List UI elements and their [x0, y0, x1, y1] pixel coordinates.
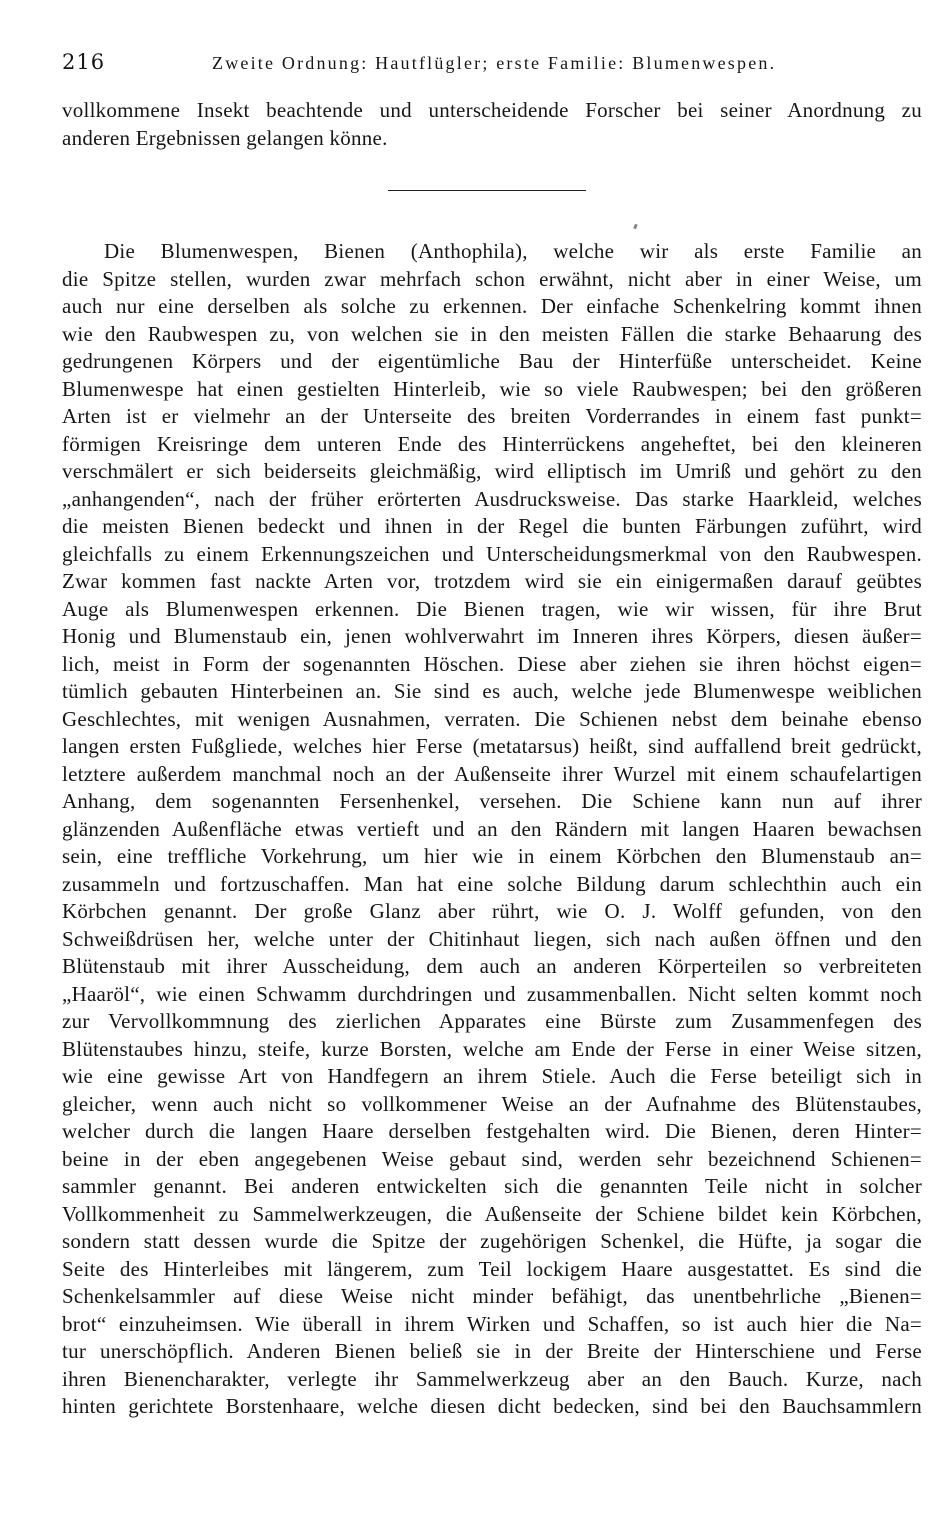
text-line: lich, meist in Form der sogenannten Höschen. Diese aber ziehen sie ihren höchst eigen= — [62, 651, 922, 676]
text-line: hinten gerichtete Borstenhaare, welche diesen dicht bedecken, sind bei den Bauchsammlern — [62, 1394, 922, 1418]
section-divider — [388, 190, 586, 191]
text-line: Zwar kommen fast nackte Arten vor, trotzdem wird sie ein einigermaßen darauf geübtes — [62, 569, 922, 593]
text-line: Die Blumenwespen, Bienen (Anthophila), welche wir als erste Familie an — [104, 239, 922, 263]
text-line: förmigen Kreisringe dem unteren Ende des Hinterrückens angeheftet, bei den kleineren — [62, 431, 922, 456]
text-line: zusammeln und fortzuschaffen. Man hat eine solche Bildung darum schlechthin auch ein — [62, 871, 922, 896]
text-line: Arten ist er vielmehr an der Unterseite des breiten Vorderrandes in einem fast punkt= — [62, 404, 922, 428]
text-line: brot“ einzuheimsen. Wie überall in ihrem Wirken und Schaffen, so ist auch hier die Na= — [62, 1311, 922, 1336]
text-line: „Haaröl“, wie einen Schwamm durchdringen und zusammenballen. Nicht selten kommt noch — [62, 981, 922, 1006]
text-line: Anhang, dem sogenannten Fersenhenkel, versehen. Die Schiene kann nun auf ihrer — [62, 789, 922, 813]
text-line: wie eine gewisse Art von Handfegern an ihrem Stiele. Auch die Ferse beteiligt sich in — [62, 1064, 922, 1088]
text-line: auch nur eine derselben als solche zu erkennen. Der einfache Schenkelring kommt ihnen — [62, 294, 922, 318]
text-line: tümlich gebauten Hinterbeinen an. Sie sind es auch, welche jede Blumenwespe weiblichen — [62, 679, 922, 703]
page-number: 216 — [62, 50, 106, 74]
text-line: anderen Ergebnissen gelangen könne. — [62, 125, 388, 150]
text-line: Honig und Blumenstaub ein, jenen wohlverwahrt im Inneren ihres Körpers, diesen äußer= — [62, 624, 922, 648]
text-line: Vollkommenheit zu Sammelwerkzeugen, die Außenseite der Schiene bildet kein Körbchen, — [62, 1201, 922, 1226]
text-line: welcher durch die langen Haare derselben festgehalten wird. Die Bienen, deren Hinter= — [62, 1119, 922, 1143]
text-line: ihren Bienencharakter, verlegte ihr Sammelwerkzeug aber an den Bauch. Kurze, nach — [62, 1366, 922, 1391]
text-line: Blumenwespe hat einen gestielten Hinterleib, wie so viele Raubwespen; bei den größeren — [62, 376, 922, 401]
text-line: gleichfalls zu einem Erkennungszeichen und Unterscheidungsmerkmal von den Raubwespen. — [62, 541, 922, 566]
text-line: letztere außerdem manchmal noch an der Außenseite ihrer Wurzel mit einem schaufelartigen — [62, 761, 922, 786]
text-line: glänzenden Außenfläche etwas vertieft und an den Rändern mit langen Haaren bewachsen — [62, 816, 922, 841]
text-line: Blütenstaubes hinzu, steife, kurze Borsten, welche am Ende der Ferse in einer Weise sitzen, — [62, 1036, 922, 1061]
text-line: tur unerschöpflich. Anderen Bienen beließ sie in der Breite der Hinterschiene und Ferse — [62, 1339, 922, 1363]
running-title: Zweite Ordnung: Hautflügler; erste Familie: Blumenwespen. — [212, 53, 777, 73]
text-line: Geschlechtes, mit wenigen Ausnahmen, verraten. Die Schienen nebst dem beinahe ebenso — [62, 706, 922, 731]
page-header — [62, 50, 922, 80]
text-line: Seite des Hinterleibes mit längerem, zum Teil lockigem Haare ausgestattet. Es sind die — [62, 1256, 922, 1281]
text-line: zur Vervollkommnung des zierlichen Apparates eine Bürste zum Zusammenfegen des — [62, 1009, 922, 1033]
text-line: sammler genannt. Bei anderen entwickelten sich die genannten Teile nicht in solcher — [62, 1174, 922, 1198]
text-line: wie den Raubwespen zu, von welchen sie in den meisten Fällen die starke Behaarung des — [62, 321, 922, 346]
text-line: verschmälert er sich beiderseits gleichmäßig, wird elliptisch im Umriß und gehört zu den — [62, 459, 922, 483]
text-line: sein, eine treffliche Vorkehrung, um hier wie in einem Körbchen den Blumenstaub an= — [62, 844, 922, 868]
text-line: langen ersten Fußgliede, welches hier Ferse (metatarsus) heißt, sind auffallend breit gedrückt, — [62, 734, 922, 758]
ink-speck — [633, 224, 638, 230]
text-line: die meisten Bienen bedeckt und ihnen in der Regel die bunten Färbungen zuführt, wird — [62, 514, 922, 538]
text-line: „anhangenden“, nach der früher erörterten Ausdrucksweise. Das starke Haarkleid, welches — [62, 486, 922, 511]
text-line: vollkommene Insekt beachtende und unterscheidende Forscher bei seiner Anordnung zu — [62, 98, 922, 122]
text-line: Blütenstaub mit ihrer Ausscheidung, dem auch an anderen Körperteilen so verbreiteten — [62, 954, 922, 978]
text-line: sondern statt dessen wurde die Spitze der zugehörigen Schenkel, die Hüfte, ja sogar die — [62, 1229, 922, 1253]
text-line: gedrungenen Körpers und der eigentümliche Bau der Hinterfüße unterscheidet. Keine — [62, 349, 922, 373]
text-line: Auge als Blumenwespen erkennen. Die Bienen tragen, wie wir wissen, für ihre Brut — [62, 596, 922, 621]
text-line: Körbchen genannt. Der große Glanz aber rührt, wie O. J. Wolff gefunden, von den — [62, 899, 922, 923]
text-line: Schenkelsammler auf diese Weise nicht minder befähigt, das unentbehrliche „Bienen= — [62, 1284, 922, 1308]
text-line: die Spitze stellen, wurden zwar mehrfach schon erwähnt, nicht aber in einer Weise, um — [62, 266, 922, 291]
text-line: Schweißdrüsen her, welche unter der Chitinhaut liegen, sich nach außen öffnen und den — [62, 926, 922, 951]
text-line: beine in der eben angegebenen Weise gebaut sind, werden sehr bezeichnend Schienen= — [62, 1146, 922, 1171]
text-line: gleicher, wenn auch nicht so vollkommener Weise an der Aufnahme des Blütenstaubes, — [62, 1091, 922, 1116]
